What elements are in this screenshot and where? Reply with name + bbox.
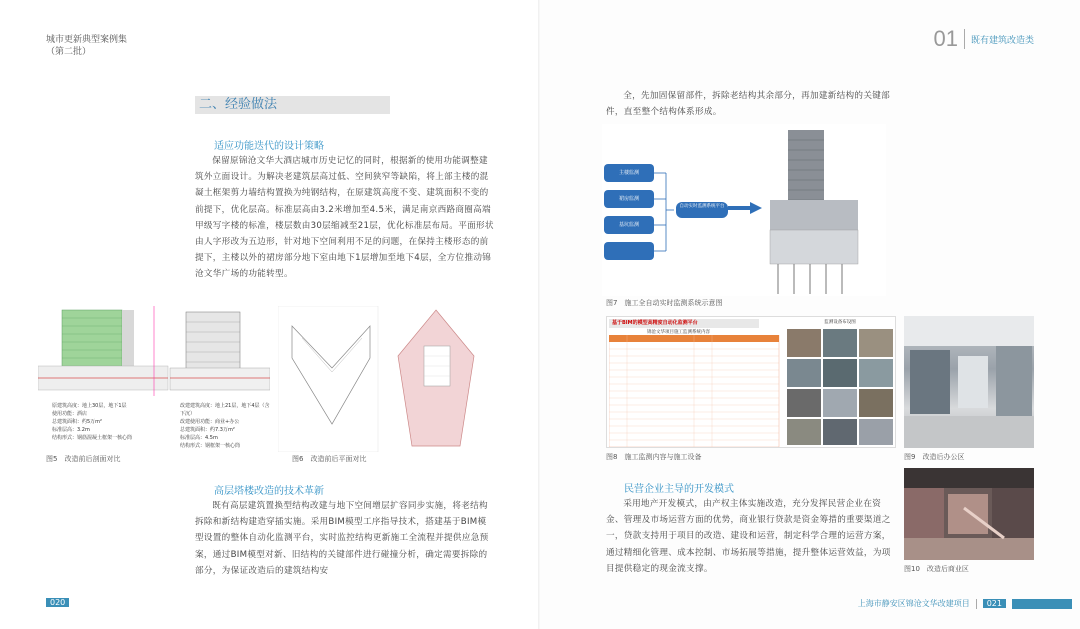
chapter-title: 既有建筑改造类 xyxy=(970,35,1034,46)
figure-5-section-comparison xyxy=(38,306,270,452)
box-central-platform: 自动实时监测系统平台 xyxy=(676,202,728,218)
subheading-development-model: 民营企业主导的开发模式 xyxy=(624,484,734,495)
flow-lines xyxy=(602,124,886,296)
box-pit-monitoring: 基坑监测 xyxy=(604,216,654,234)
fig8-right-title: 监测设备布设图 xyxy=(824,320,856,325)
before-specs: 原建筑高度：地上30层，地下1层 使用功能：酒店 总建筑面积：约5万m² 标准层高：3.2m 结构形式：钢筋混凝土框架一核心筒 xyxy=(52,403,133,441)
right-footer xyxy=(858,598,1072,609)
figure-6-caption: 图6 改造前后平面对比 xyxy=(292,455,367,463)
figure-7-monitoring-system xyxy=(602,124,886,296)
fig8-table xyxy=(609,335,785,448)
paragraph-design-strategy: 保留原锦沧文华大酒店城市历史记忆的同时，根据新的使用功能调整建筑外立面设计。为解决老建筑层高过低、空间狭窄等缺陷，将上部主楼的混凝土框架剪力墙结构置换为纯钢结构，在原建筑高度不变、建筑面积不变的前提下，优化层高。标准层高由3.2米增加至4.5米，满足南京西路商圈高端甲级写字楼的标准，楼层数由30层缩减至21层，优化标准层布局。平面形状由人字形改为五边形，针对地下空间利用不足的问题，在保持主楼形态的前提下，主楼以外的裙房部分地下室由地下1层增加至地下4层，全方位推动锦沧文华广场的功能转型。 xyxy=(195,156,494,280)
paragraph-continued: 全，先加固保留部件，拆除老结构其余部分，再加建新结构的关键部件，直至整个结构体系形成。 xyxy=(606,91,891,118)
box-podium-monitoring: 裙房监测 xyxy=(604,190,654,208)
fig8-photo-grid xyxy=(787,329,893,447)
office-interior xyxy=(904,316,1034,448)
subheading-tower-technology: 高层塔楼改造的技术革新 xyxy=(214,486,324,497)
figure-5-caption: 图5 改造前后剖面对比 xyxy=(46,455,121,463)
book-title: 城市更新典型案例集 （第二批） xyxy=(46,35,128,57)
footer-project-title: 上海市静安区锦沧文华改建项目 xyxy=(857,599,970,608)
section-title: 二、经验做法 xyxy=(195,96,390,114)
figure-6-plan-comparison xyxy=(278,306,478,452)
right-page-number: 021 xyxy=(983,599,1006,608)
right-page xyxy=(540,0,1080,629)
after-specs: 改建建筑高度：地上21层，地下4层（含下沉） 改建使用功能：商业+办公 总建筑面积：约7.3万m² 标准层高：4.5m 结构形式：钢框架一核心筒 xyxy=(180,403,270,449)
left-page-number: 020 xyxy=(46,598,69,607)
figure-8-caption: 图8 施工监测内容与施工设备 xyxy=(606,453,702,461)
chapter-number: 01 xyxy=(933,26,958,51)
figure-9-office-photo xyxy=(904,316,1034,448)
subheading-design-strategy: 适应功能迭代的设计策略 xyxy=(214,141,324,152)
figure-10-commercial-photo xyxy=(904,468,1034,560)
fig8-banner: 基于BIM的模型高精度自动化监测平台 xyxy=(609,319,759,328)
chapter-divider xyxy=(964,29,965,49)
figure-8-monitoring-equipment xyxy=(606,316,896,448)
fig8-table-title: 锦沧文华项目施工监测系统内容 xyxy=(647,330,710,335)
chapter-header xyxy=(934,26,1035,52)
paragraph-tower-technology: 既有高层建筑置换型结构改建与地下空间增层扩容同步实施，将老结构拆除和新结构建造穿插实施。采用BIM模型工序指导技术，搭建基于BIM模型设置的整体自动化监测平台，实时监控结构更新施工全流程并提供应急预案，通过BIM模型对新、旧结构的关键部件进行碰撞分析，确定需要拆除的部分，为保证改造后的建筑结构安 xyxy=(195,501,489,576)
paragraph-development-model: 采用地产开发模式，由产权主体实施改造，充分发挥民营企业在资金、管理及市场运营方面的优势，商业银行贷款是资金筹措的重要渠道之一，贷款支持用于项目的改造、建设和运营，制定科学合理的运营方案，通过精细化管理、成本控制、市场拓展等措施，提升整体运营效益，为项目提供稳定的现金流支撑。 xyxy=(606,499,891,574)
box-tower-monitoring: 主楼监测 xyxy=(604,164,654,182)
figure-7-caption: 图7 施工全自动实时监测系统示意图 xyxy=(606,299,723,307)
figure-10-caption: 图10 改造后商业区 xyxy=(904,565,969,573)
plan-drawing xyxy=(278,306,478,452)
commercial-interior xyxy=(904,468,1034,560)
footer-color-band xyxy=(1012,599,1072,609)
footer-divider xyxy=(976,599,977,609)
figure-9-caption: 图9 改造后办公区 xyxy=(904,453,965,461)
